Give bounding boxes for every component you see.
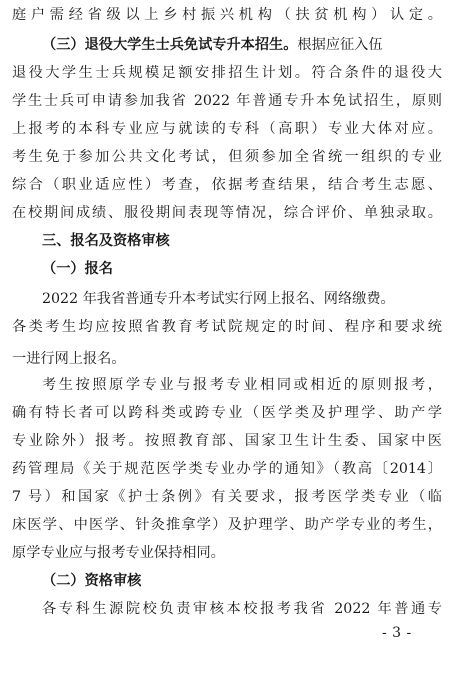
heading-text: 三、报名及资格审核	[42, 233, 170, 249]
paragraph-line	[12, 172, 442, 198]
paragraph-line	[12, 540, 442, 566]
paragraph-line	[12, 456, 442, 482]
line-text: 专业除外）报考。按照教育部、国家卫生计生委、国家中医	[12, 433, 442, 449]
paragraph-line	[12, 428, 442, 454]
paragraph-line	[12, 346, 442, 372]
heading-text: （一）报名	[42, 261, 113, 277]
paragraph-line	[12, 60, 442, 86]
paragraph-line	[42, 372, 442, 398]
paragraph-line	[42, 32, 442, 58]
line-text: 考生免于参加公共文化考试，但须参加全省统一组织的专业	[12, 149, 442, 165]
paragraph-line	[12, 314, 442, 340]
line-text: 一进行网上报名。	[12, 351, 126, 367]
line-text: 床医学、中医学、针灸推拿学）及护理学、助产学专业的考生，	[12, 517, 442, 533]
line-text: 上报考的本科专业应与就读的专科（高职）专业大体对应。	[12, 121, 442, 137]
line-text: 庭户需经省级以上乡村振兴机构（扶贫机构）认定。	[12, 7, 442, 23]
subsection-heading	[42, 568, 442, 594]
line-text: 药管理局《关于规范医学类专业办学的通知》（教高〔2014〕	[12, 461, 442, 477]
line-text: 各类考生均应按照省教育考试院规定的时间、程序和要求统	[12, 319, 442, 335]
page-number: - 3 -	[382, 625, 412, 641]
line-text: 综合（职业适应性）考查，依据考查结果，结合考生志愿、	[12, 177, 442, 193]
paragraph-line	[42, 596, 442, 622]
paragraph-line	[12, 144, 442, 170]
section-heading	[42, 228, 442, 254]
line-text: 2022 年我省普通专升本考试实行网上报名、网络缴费。	[42, 291, 395, 307]
line-text: 考生按照原学专业与报考专业相同或相近的原则报考，	[42, 377, 442, 393]
paragraph-line	[12, 484, 442, 510]
line-text: 学生士兵可申请参加我省 2022 年普通专升本免试招生，原则	[12, 93, 442, 109]
paragraph-line	[12, 88, 442, 114]
section-subheading: （三）退役大学生士兵免试专升本招生。	[42, 37, 298, 53]
line-text: 各专科生源院校负责审核本校报考我省 2022 年普通专	[42, 601, 442, 617]
line-text: 在校期间成绩、服役期间表现等情况，综合评价、单独录取。	[12, 205, 442, 221]
line-text: 确有特长者可以跨科类或跨专业（医学类及护理学、助产学	[12, 405, 442, 421]
paragraph-line	[12, 2, 442, 28]
line-text: 退役大学生士兵规模足额安排招生计划。符合条件的退役大	[12, 65, 442, 81]
line-text: 根据应征入伍	[297, 37, 383, 53]
subsection-heading	[42, 256, 442, 282]
paragraph-line	[12, 200, 442, 226]
paragraph-line	[42, 286, 442, 312]
line-text: 7 号）和国家《护士条例》有关要求，报考医学类专业（临	[12, 489, 442, 505]
heading-text: （二）资格审核	[42, 573, 142, 589]
paragraph-line	[12, 512, 442, 538]
paragraph-line	[12, 400, 442, 426]
paragraph-line	[12, 116, 442, 142]
line-text: 原学专业应与报考专业保持相同。	[12, 545, 225, 561]
